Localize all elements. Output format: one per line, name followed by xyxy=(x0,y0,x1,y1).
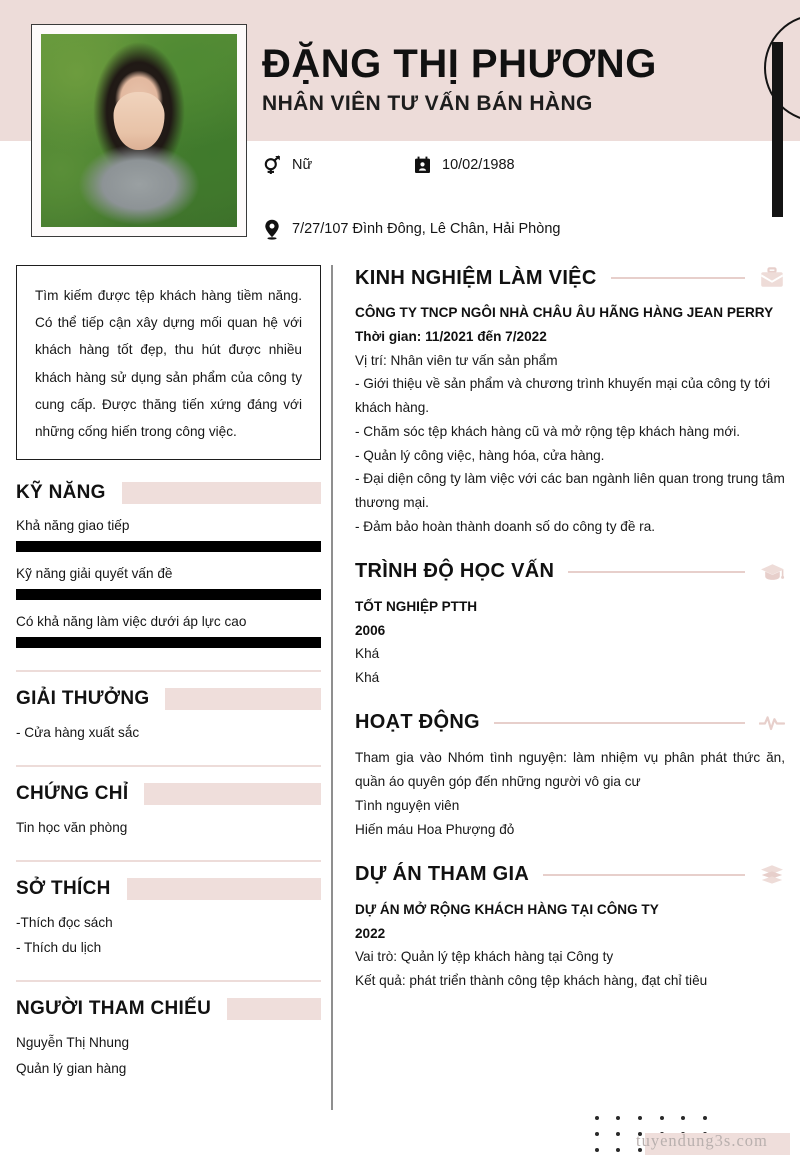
certificates-title: CHỨNG CHỈ xyxy=(16,782,129,804)
section-hobbies xyxy=(16,860,321,958)
contact-row-address xyxy=(262,214,762,244)
skills-header xyxy=(16,482,321,504)
project-line: Kết quả: phát triển thành công tệp khách hàng, đạt chỉ tiêu xyxy=(355,973,708,989)
section-activities xyxy=(355,710,785,842)
contact-row-top xyxy=(262,150,762,180)
skill-label: Khả năng giao tiếp xyxy=(16,518,130,534)
graduation-cap-icon xyxy=(759,559,785,585)
experience-bullet: - Quản lý công việc, hàng hóa, cửa hàng. xyxy=(355,447,605,463)
hobbies-title-chip xyxy=(127,878,321,900)
left-column xyxy=(16,265,321,1078)
list-item: Quản lý gian hàng xyxy=(16,1060,127,1076)
references-title: NGƯỜI THAM CHIẾU xyxy=(16,997,212,1019)
experience-position: Vị trí: Nhân viên tư vấn sản phẩm xyxy=(355,352,558,368)
awards-title-chip xyxy=(165,688,321,710)
vertical-bar-decoration xyxy=(772,42,783,217)
projects-header xyxy=(355,862,785,888)
page-title: ĐẶNG THỊ PHƯƠNG xyxy=(262,42,657,86)
watermark: tuyendung3s.com xyxy=(636,1131,768,1150)
dot xyxy=(595,1148,599,1152)
education-line: Khá xyxy=(355,646,380,662)
experience-bullet: - Đảm bảo hoàn thành doanh số do công ty đề ra. xyxy=(355,519,656,535)
dot xyxy=(616,1132,620,1136)
activities-title: HOẠT ĐỘNG xyxy=(355,711,480,734)
contact-address xyxy=(262,218,560,240)
experience-bullet: - Đại diện công ty làm việc với các ban ngành liên quan trong trung tâm thương mại. xyxy=(355,471,785,511)
projects-rule xyxy=(543,874,745,876)
gender-icon xyxy=(262,154,282,176)
column-divider xyxy=(331,265,333,1110)
skill-bar xyxy=(16,637,321,648)
activities-line: Hiến máu Hoa Phượng đỏ xyxy=(355,822,515,838)
contact-birthday xyxy=(412,154,515,176)
activities-rule xyxy=(494,722,745,724)
section-skills xyxy=(16,482,321,648)
section-experience xyxy=(355,265,785,539)
project-line: Vai trò: Quản lý tệp khách hàng tại Công ty xyxy=(355,949,614,965)
activities-description: Tham gia vào Nhóm tình nguyện: làm nhiệm vụ phân phát thức ăn, quần áo quyên góp đến những người vô gia cư xyxy=(355,749,785,790)
section-awards xyxy=(16,670,321,743)
certificates-header xyxy=(16,783,321,805)
dot xyxy=(616,1116,620,1120)
dot xyxy=(595,1116,599,1120)
activities-header xyxy=(355,710,785,736)
hobbies-header xyxy=(16,878,321,900)
references-header xyxy=(16,998,321,1020)
skill-entry xyxy=(16,566,321,600)
experience-company: CÔNG TY TNCP NGÔI NHÀ CHÂU ÂU HÃNG HÀNG JEAN PERRY xyxy=(355,305,774,320)
list-item: Nguyễn Thị Nhung xyxy=(16,1034,130,1050)
dot xyxy=(595,1132,599,1136)
dot xyxy=(703,1116,707,1120)
section-education xyxy=(355,559,785,690)
education-degree: TỐT NGHIỆP PTTH xyxy=(355,598,478,614)
gender-value: Nữ xyxy=(292,157,313,173)
avatar xyxy=(41,34,237,227)
dot xyxy=(681,1116,685,1120)
certificates-title-chip xyxy=(144,783,321,805)
skill-bar xyxy=(16,589,321,600)
briefcase-icon xyxy=(759,265,785,291)
name-block xyxy=(262,42,657,116)
skills-title: KỸ NĂNG xyxy=(16,482,106,504)
references-title-chip xyxy=(227,998,321,1020)
birthday-card-icon xyxy=(412,154,432,176)
photo-frame xyxy=(31,24,247,237)
awards-title: GIẢI THƯỞNG xyxy=(16,688,150,710)
job-title: NHÂN VIÊN TƯ VẤN BÁN HÀNG xyxy=(262,92,593,115)
project-name: DỰ ÁN MỞ RỘNG KHÁCH HÀNG TẠI CÔNG TY xyxy=(355,901,659,917)
experience-header xyxy=(355,265,785,291)
address-value: 7/27/107 Đình Đông, Lê Chân, Hải Phòng xyxy=(292,221,561,237)
section-projects xyxy=(355,862,785,993)
education-title: TRÌNH ĐỘ HỌC VẤN xyxy=(355,560,555,583)
hobbies-title: SỞ THÍCH xyxy=(16,877,111,899)
section-references xyxy=(16,980,321,1078)
layers-icon xyxy=(759,862,785,888)
list-item: -Thích đọc sách xyxy=(16,914,113,930)
skill-label: Kỹ năng giải quyết vấn đề xyxy=(16,566,173,582)
summary-box: Tìm kiếm được tệp khách hàng tiềm năng. Có thể tiếp cận xây dựng mối quan hệ với khách hàng tốt đẹp, thu hút được nhiều khách hàng sử dụng sản phẩm của công ty cung cấp. Được thăng tiến xứng đáng với những cống hiến trong công việc. xyxy=(16,265,321,460)
experience-rule xyxy=(611,277,745,279)
awards-header xyxy=(16,688,321,710)
projects-title: DỰ ÁN THAM GIA xyxy=(355,863,530,886)
dot xyxy=(660,1116,664,1120)
project-year: 2022 xyxy=(355,925,386,941)
contact-gender xyxy=(262,154,412,176)
right-column xyxy=(355,265,785,1013)
skills-title-chip xyxy=(122,482,321,504)
list-item: Tin học văn phòng xyxy=(16,819,128,835)
list-item: - Thích du lịch xyxy=(16,940,102,956)
skill-entry xyxy=(16,518,321,552)
skill-entry xyxy=(16,614,321,648)
dot xyxy=(638,1116,642,1120)
contact-area xyxy=(262,150,762,244)
pulse-icon xyxy=(759,710,785,736)
birthday-value: 10/02/1988 xyxy=(442,157,515,173)
location-pin-icon xyxy=(262,218,282,240)
education-year: 2006 xyxy=(355,622,386,638)
list-item: - Cửa hàng xuất sắc xyxy=(16,725,140,741)
experience-period: Thời gian: 11/2021 đến 7/2022 xyxy=(355,328,547,344)
dot xyxy=(616,1148,620,1152)
section-certificates xyxy=(16,765,321,838)
experience-title: KINH NGHIỆM LÀM VIỆC xyxy=(355,266,597,289)
education-header xyxy=(355,559,785,585)
activities-line: Tình nguyện viên xyxy=(355,798,460,814)
skill-label: Có khả năng làm việc dưới áp lực cao xyxy=(16,614,247,630)
education-rule xyxy=(568,571,745,573)
education-line: Khá xyxy=(355,670,380,686)
experience-bullet: - Chăm sóc tệp khách hàng cũ và mở rộng tệp khách hàng mới. xyxy=(355,423,741,439)
skill-bar xyxy=(16,541,321,552)
experience-bullet: - Giới thiệu về sản phẩm và chương trình khuyến mại của công ty tới khách hàng. xyxy=(355,376,771,416)
